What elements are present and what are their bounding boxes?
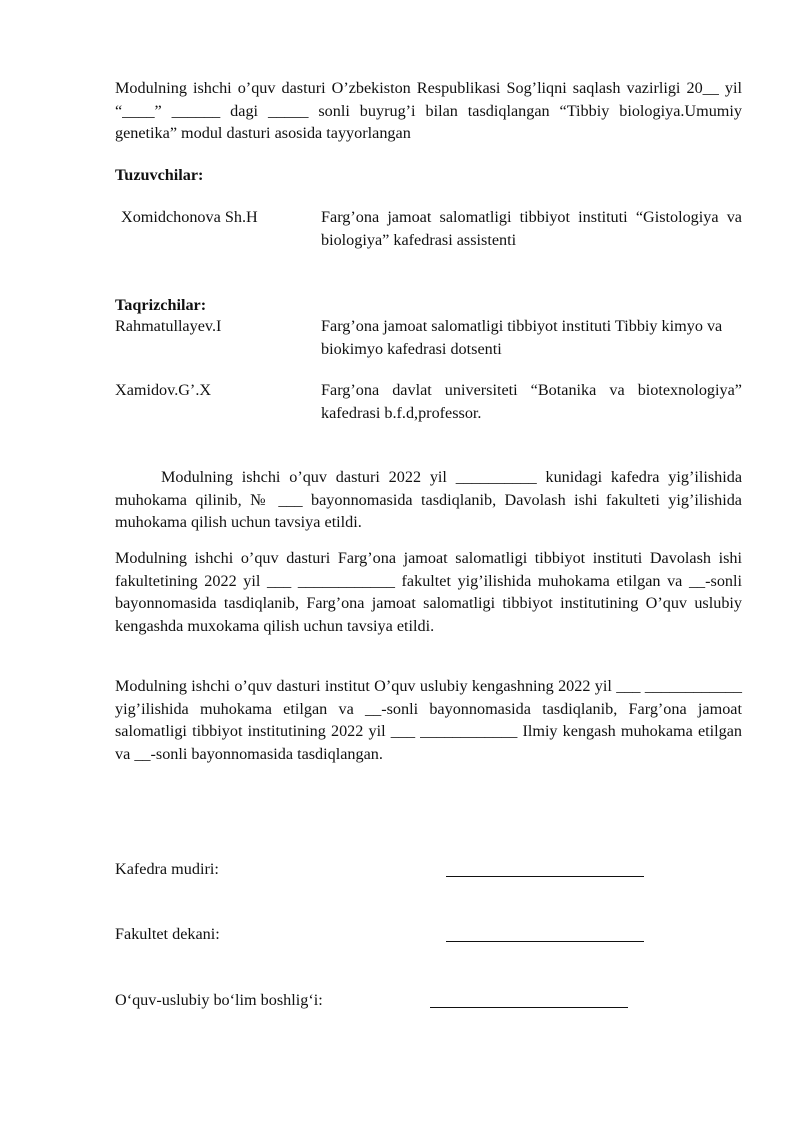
signature-label: Fakultet dekani: <box>115 925 220 943</box>
signature-line <box>446 876 644 877</box>
reviewer-name: Xamidov.G’.X <box>115 381 212 399</box>
reviewer-role: Farg’ona jamoat salomatligi tibbiyot instituti Tibbiy kimyo va biokimyo kafedrasi dotsenti <box>321 317 723 358</box>
signature-label: Kafedra mudiri: <box>115 860 219 878</box>
signature-row-dean <box>115 923 742 947</box>
compilers-heading: Tuzuvchilar: <box>115 166 204 184</box>
approval-paragraph-council: Modulning ishchi o’quv dasturi institut O’quv uslubiy kengashning 2022 yil ___ ____________ yig’ilishida muhokama etilgan va __-sonli bayonnomasida tasdiqlanib, Farg’ona jamoat salomatligi tibbiyot institutining 2022 yil ___ ____________ Ilmiy kengash muhokama etilgan va __-sonli bayonnomasida tasdiqlangan. <box>115 677 742 763</box>
signature-label: O‘quv-uslubiy bo‘lim boshlig‘i: <box>115 991 323 1009</box>
reviewer-role: Farg’ona davlat universiteti “Botanika va biotexnologiya” kafedrasi b.f.d,professor. <box>321 381 742 422</box>
approval-paragraph-faculty: Modulning ishchi o’quv dasturi Farg’ona jamoat salomatligi tibbiyot instituti Davolash ishi fakultetining 2022 yil ___ ____________ fakultet yig’ilishida muhokama etilgan va __-sonli bayonnomasida tasdiqlanib, Farg’ona jamoat salomatligi tibbiyot institutining O’quv uslubiy kengashda muxokama qilish uchun tavsiya etildi. <box>115 549 742 635</box>
approval-paragraph-department: Modulning ishchi o’quv dasturi 2022 yil __________ kunidagi kafedra yig’ilishida muhokama qilinib, № ___ bayonnomasida tasdiqlanib, Davolash ishi fakulteti yig’ilishida muhokama qilish uchun tavsiya etildi. <box>115 468 742 531</box>
signature-line <box>446 941 644 942</box>
signature-row-methodology-head <box>115 989 742 1013</box>
compiler-name: Xomidchonova Sh.H <box>121 208 258 226</box>
signature-line <box>430 1007 628 1008</box>
intro-paragraph: Modulning ishchi o’quv dasturi O’zbekiston Respublikasi Sog’liqni saqlash vazirligi 20__ yil “____” ______ dagi _____ sonli buyrug’i bilan tasdiqlangan “Tibbiy biologiya.Umumiy genetika” modul dasturi asosida tayyorlangan <box>115 79 742 142</box>
signature-row-head-of-department <box>115 858 742 882</box>
compiler-role: Farg’ona jamoat salomatligi tibbiyot instituti “Gistologiya va biologiya” kafedrasi assistenti <box>321 208 742 249</box>
reviewer-name: Rahmatullayev.I <box>115 317 222 335</box>
reviewers-heading: Taqrizchilar: <box>115 296 207 314</box>
